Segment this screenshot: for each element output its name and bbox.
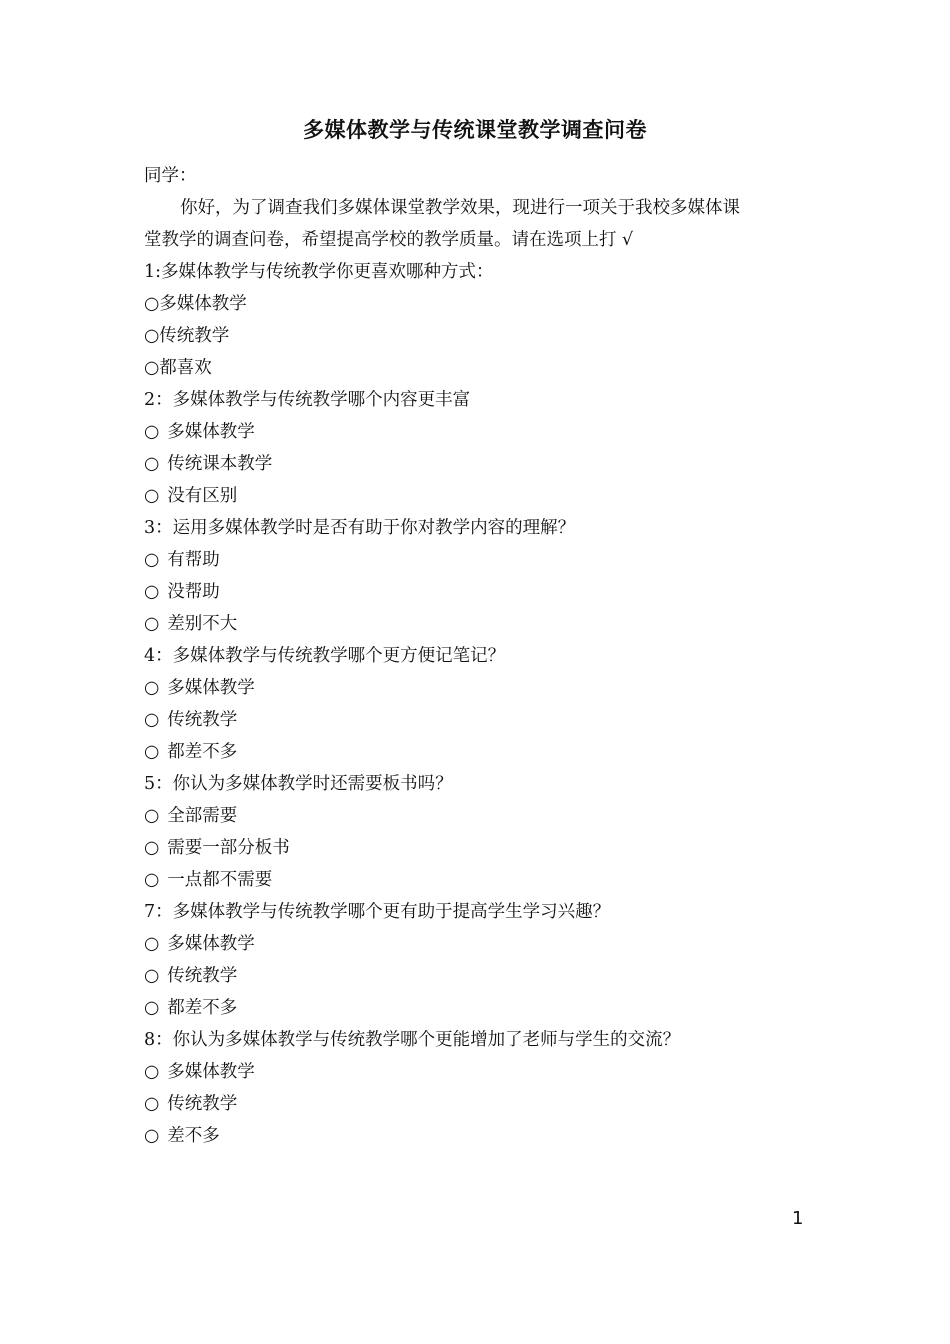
option-label: 多媒体教学: [167, 934, 255, 954]
question-1: 1:多媒体教学与传统教学你更喜欢哪种方式：: [144, 262, 494, 282]
q5-option-1: [144, 800, 809, 832]
option-label: 一点都不需要: [167, 870, 273, 890]
radio-circle-icon: ○: [144, 582, 160, 602]
option-label: 都差不多: [167, 998, 238, 1018]
questionnaire-body: [144, 160, 809, 1152]
question-3: 3：运用多媒体教学时是否有助于你对教学内容的理解？: [144, 518, 576, 538]
radio-circle-icon: ○: [144, 486, 160, 506]
question-7: 7：多媒体教学与传统教学哪个更有助于提高学生学习兴趣？: [144, 902, 611, 922]
document-title: 多媒体教学与传统课堂教学调查问卷: [303, 117, 647, 142]
radio-circle-icon: ○: [144, 1094, 160, 1114]
q5-option-2: [144, 832, 809, 864]
radio-circle-icon: ○: [144, 934, 160, 954]
q1-option-1: [144, 288, 809, 320]
q8-option-2: [144, 1088, 809, 1120]
option-label: 多媒体教学: [159, 294, 247, 314]
q7-option-2: [144, 960, 809, 992]
q3-option-2: [144, 576, 809, 608]
radio-circle-icon: ○: [144, 838, 160, 858]
radio-circle-icon: ○: [144, 998, 160, 1018]
radio-circle-icon: ○: [144, 358, 160, 378]
radio-circle-icon: ○: [144, 614, 160, 634]
q8-option-1: [144, 1056, 809, 1088]
option-label: 没有区别: [167, 486, 238, 506]
radio-circle-icon: ○: [144, 294, 160, 314]
radio-circle-icon: ○: [144, 1126, 160, 1146]
q3-option-1: [144, 544, 809, 576]
option-label: 多媒体教学: [167, 1062, 255, 1082]
q3-option-3: [144, 608, 809, 640]
q1-option-2: [144, 320, 809, 352]
option-label: 需要一部分板书: [167, 838, 290, 858]
q4-option-3: [144, 736, 809, 768]
intro-line-2: 堂教学的调查问卷，希望提高学校的教学质量。请在选项上打 √: [144, 230, 634, 250]
radio-circle-icon: ○: [144, 422, 160, 442]
radio-circle-icon: ○: [144, 742, 160, 762]
option-label: 没帮助: [167, 582, 220, 602]
question-2: 2：多媒体教学与传统教学哪个内容更丰富: [144, 390, 471, 410]
greeting: 同学：: [144, 166, 197, 186]
q4-option-2: [144, 704, 809, 736]
option-label: 差别不大: [167, 614, 238, 634]
option-label: 都喜欢: [159, 358, 212, 378]
q2-option-2: [144, 448, 809, 480]
q7-option-1: [144, 928, 809, 960]
option-label: 传统教学: [159, 326, 230, 346]
question-5: 5：你认为多媒体教学时还需要板书吗？: [144, 774, 453, 794]
q8-option-3: [144, 1120, 809, 1152]
option-label: 全部需要: [167, 806, 238, 826]
radio-circle-icon: ○: [144, 550, 160, 570]
option-label: 传统教学: [167, 710, 238, 730]
option-label: 传统教学: [167, 1094, 238, 1114]
radio-circle-icon: ○: [144, 1062, 160, 1082]
option-label: 传统教学: [167, 966, 238, 986]
radio-circle-icon: ○: [144, 710, 160, 730]
q1-option-3: [144, 352, 809, 384]
option-label: 都差不多: [167, 742, 238, 762]
question-8: 8：你认为多媒体教学与传统教学哪个更能增加了老师与学生的交流？: [144, 1030, 681, 1050]
radio-circle-icon: ○: [144, 806, 160, 826]
option-label: 传统课本教学: [167, 454, 273, 474]
q2-option-1: [144, 416, 809, 448]
radio-circle-icon: ○: [144, 966, 160, 986]
option-label: 有帮助: [167, 550, 220, 570]
intro-line-1: 你好，为了调查我们多媒体课堂教学效果，现进行一项关于我校多媒体课: [180, 198, 740, 218]
option-label: 差不多: [167, 1126, 220, 1146]
radio-circle-icon: ○: [144, 326, 160, 346]
q4-option-1: [144, 672, 809, 704]
radio-circle-icon: ○: [144, 870, 160, 890]
radio-circle-icon: ○: [144, 454, 160, 474]
q2-option-3: [144, 480, 809, 512]
question-4: 4：多媒体教学与传统教学哪个更方便记笔记？: [144, 646, 506, 666]
radio-circle-icon: ○: [144, 678, 160, 698]
option-label: 多媒体教学: [167, 422, 255, 442]
page-number: 1: [792, 1208, 804, 1229]
q7-option-3: [144, 992, 809, 1024]
option-label: 多媒体教学: [167, 678, 255, 698]
q5-option-3: [144, 864, 809, 896]
